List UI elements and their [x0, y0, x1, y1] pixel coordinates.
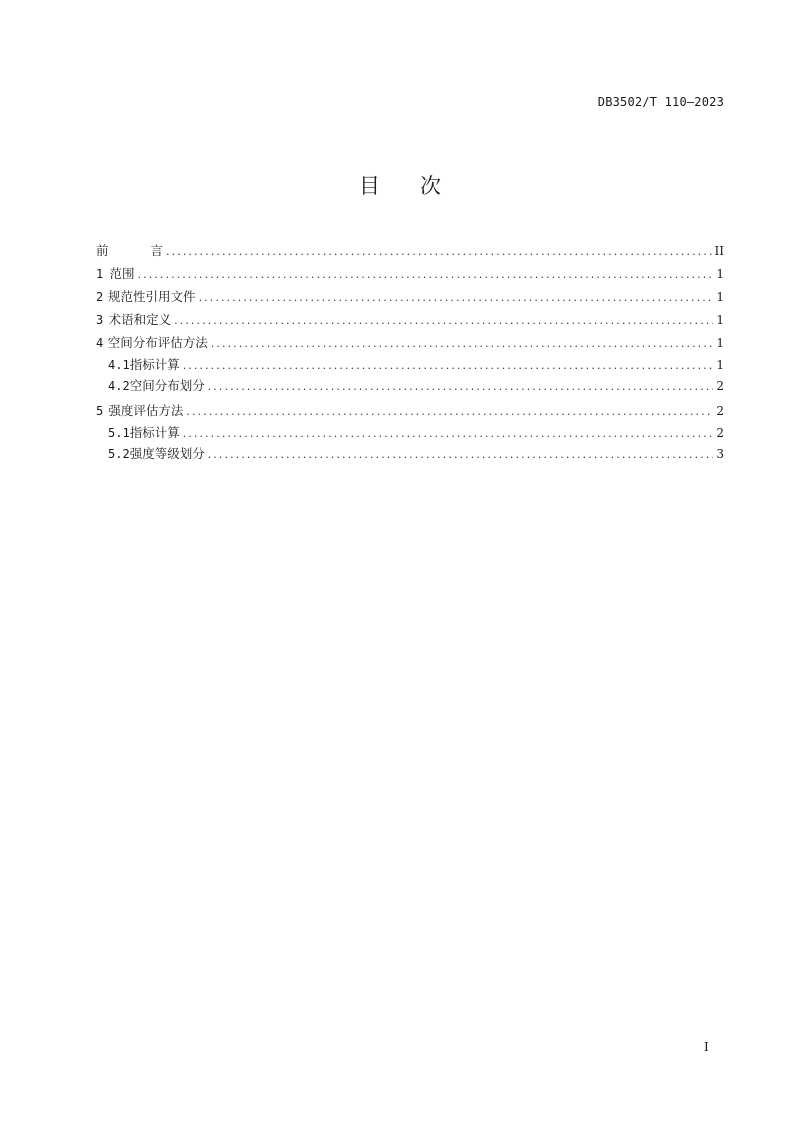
toc-entry-page: 2	[716, 404, 724, 418]
toc-entry-page: 3	[716, 447, 724, 461]
toc-entry-normative-references[interactable]	[96, 286, 724, 309]
toc-entry-label: 术语和定义	[108, 312, 172, 327]
toc-entry-number: 2	[96, 290, 104, 304]
document-code: DB3502/T 110—2023	[597, 95, 724, 109]
toc-leader-dots	[183, 356, 714, 376]
page-number: I	[704, 1040, 709, 1054]
toc-title-left: 目	[359, 174, 420, 198]
toc-entry-terms-definitions[interactable]	[96, 309, 724, 332]
toc-entry-label: 范围	[109, 266, 135, 281]
toc-entry-number: 3	[96, 313, 104, 327]
toc-leader-dots	[211, 333, 714, 355]
toc-entry-number: 1	[96, 267, 104, 281]
toc-entry-label: 前	[96, 243, 151, 258]
toc-leader-dots	[186, 401, 713, 423]
toc-entry-number: 4	[96, 336, 104, 350]
toc-entry-spatial-distribution[interactable]	[96, 332, 724, 355]
toc-entry-indicator-calculation[interactable]	[96, 355, 724, 376]
toc-leader-dots	[208, 445, 714, 465]
toc-entry-number: 4.2	[108, 379, 130, 393]
toc-entry-label: 空间分布划分	[129, 378, 205, 393]
toc-title	[0, 170, 800, 200]
toc-entry-page: 1	[716, 290, 724, 304]
toc-entry-number: 4.1	[108, 358, 130, 372]
toc-entry-label: 指标计算	[129, 357, 180, 372]
toc-title-right: 次	[420, 174, 481, 198]
toc-entry-label: 强度等级划分	[129, 446, 205, 461]
toc-leader-dots	[174, 310, 713, 332]
toc-entry-spatial-division[interactable]	[96, 376, 724, 397]
toc-entry-foreword[interactable]	[96, 240, 724, 263]
toc-entry-label: 强度评估方法	[108, 403, 184, 418]
toc-entry-page: II	[714, 244, 724, 258]
toc-entry-page: 2	[716, 426, 724, 440]
toc-leader-dots	[183, 424, 714, 444]
toc-entry-page: 1	[716, 267, 724, 281]
toc-entry-label: 指标计算	[129, 425, 180, 440]
toc-leader-dots	[199, 287, 714, 309]
toc-entry-intensity-assessment[interactable]	[96, 400, 724, 423]
toc-leader-dots	[208, 377, 714, 397]
toc-entry-number: 5	[96, 404, 104, 418]
toc-entry-number: 5.2	[108, 447, 130, 461]
toc-entry-page: 2	[716, 379, 724, 393]
toc-entry-label: 规范性引用文件	[108, 289, 196, 304]
toc-entry-page: 1	[716, 336, 724, 350]
toc-entry-label-tail: 言	[150, 243, 164, 258]
table-of-contents	[96, 240, 724, 465]
toc-leader-dots	[137, 264, 713, 286]
toc-entry-number: 5.1	[108, 426, 130, 440]
toc-entry-page: 1	[716, 313, 724, 327]
toc-entry-indicator-calculation-2[interactable]	[96, 423, 724, 444]
toc-entry-page: 1	[716, 358, 724, 372]
toc-leader-dots	[166, 241, 711, 263]
toc-entry-intensity-grading[interactable]	[96, 444, 724, 465]
toc-entry-label: 空间分布评估方法	[107, 335, 208, 350]
toc-entry-scope[interactable]	[96, 263, 724, 286]
